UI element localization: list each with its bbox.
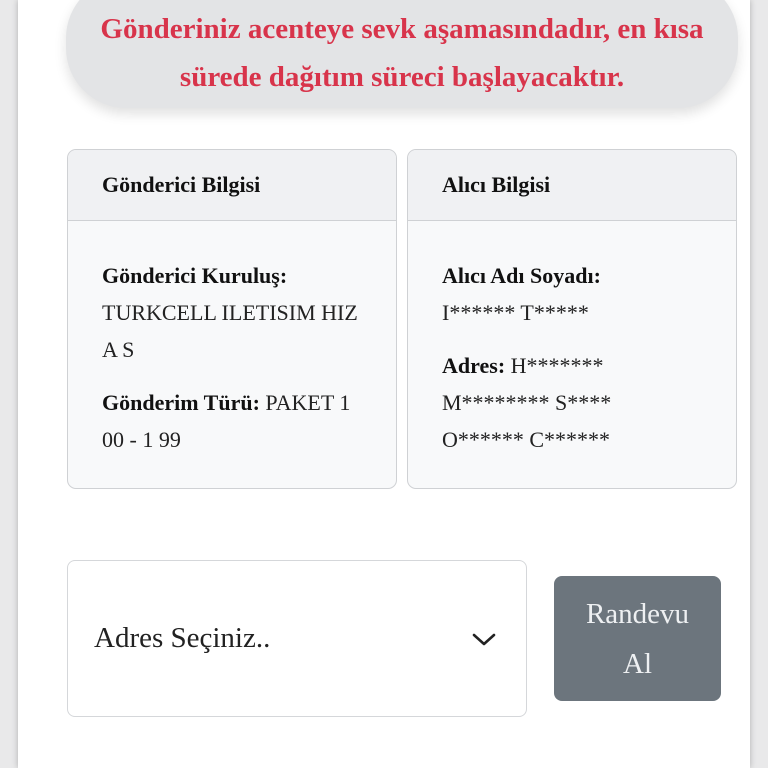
- recipient-address: [442, 347, 642, 458]
- recipient-card: [407, 149, 737, 489]
- shipment-type-value: PAKET 1 00 - 1 99: [102, 390, 351, 452]
- recipient-name-value: I****** T*****: [442, 300, 589, 325]
- sender-org-label: Gönderici Kuruluş:: [102, 263, 288, 288]
- sender-card: [67, 149, 397, 489]
- shipment-type-label: Gönderim Türü:: [102, 390, 260, 415]
- status-message: Gönderiniz acenteye sevk aşamasındadır, en kısa sürede dağıtım süreci başlayacaktır.: [100, 13, 704, 93]
- sender-org: [102, 257, 362, 368]
- chevron-down-icon: [472, 622, 496, 655]
- address-select[interactable]: [67, 560, 527, 717]
- page: [18, 0, 750, 768]
- recipient-card-title: Alıcı Bilgisi: [408, 150, 736, 221]
- address-select-value: Adres Seçiniz..: [94, 622, 271, 654]
- shipment-type: [102, 384, 362, 458]
- status-banner: [66, 0, 738, 108]
- appointment-button-label: Randevu Al: [585, 597, 690, 680]
- recipient-address-value: H******* M******** S**** O****** C******: [442, 353, 612, 452]
- recipient-address-label: Adres:: [442, 353, 506, 378]
- recipient-name-label: Alıcı Adı Soyadı:: [442, 263, 601, 288]
- appointment-button[interactable]: [554, 576, 721, 701]
- sender-org-value: TURKCELL ILETISIM HIZ A S: [102, 300, 358, 362]
- recipient-name: [442, 257, 702, 331]
- sender-card-title: Gönderici Bilgisi: [68, 150, 396, 221]
